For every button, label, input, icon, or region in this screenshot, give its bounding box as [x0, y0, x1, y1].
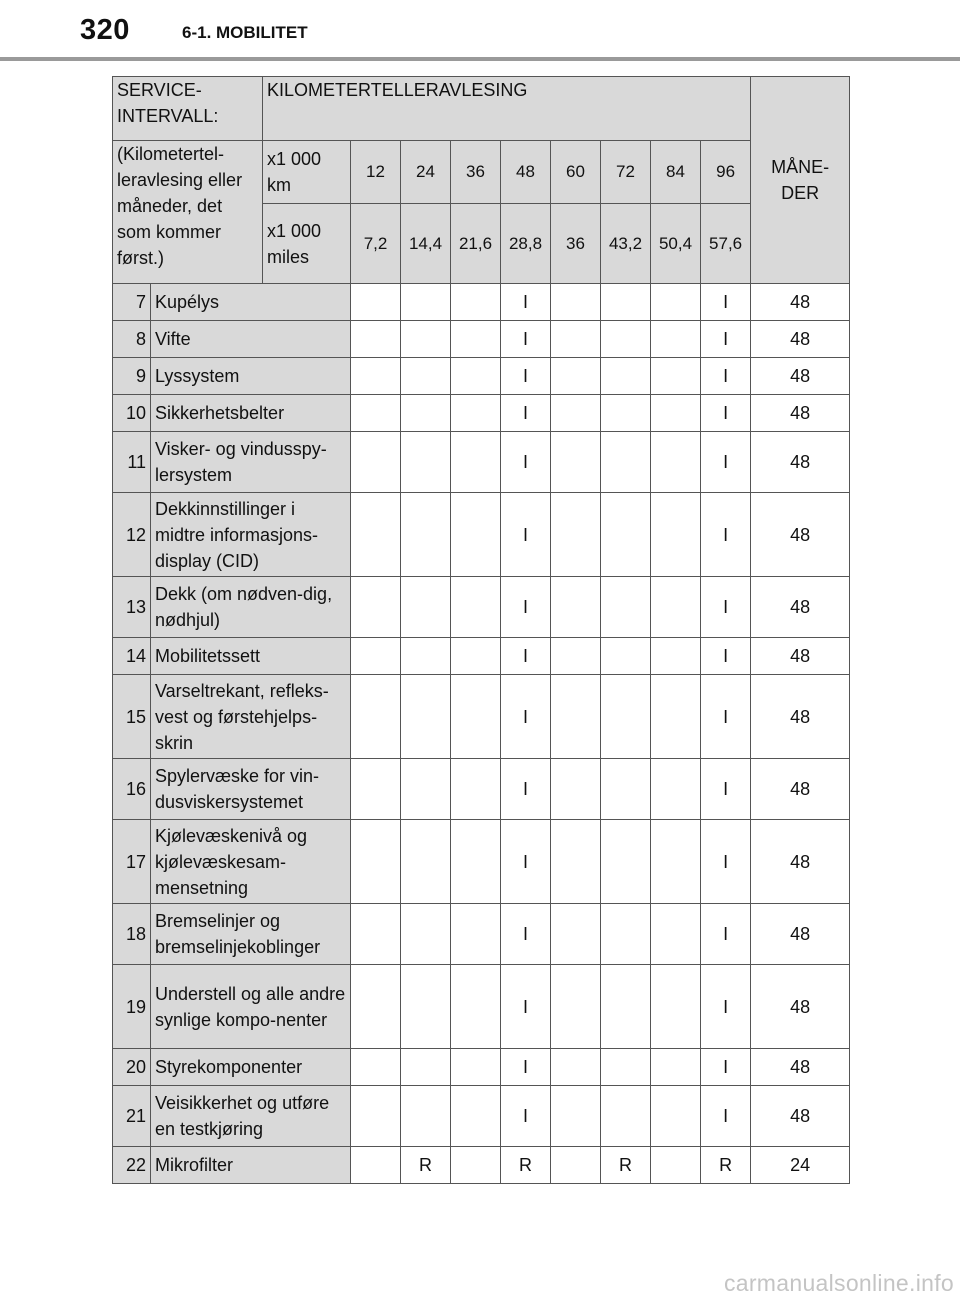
interval-cell [451, 759, 501, 820]
item-name: Bremselinjer og bremselinjekoblinger [151, 904, 351, 965]
item-name: Dekkinnstillinger i midtre informasjons-display (CID) [151, 493, 351, 577]
table-row [113, 820, 850, 904]
km-value: 60 [551, 141, 601, 204]
item-name: Veisikkerhet og utføre en testkjøring [151, 1086, 351, 1147]
interval-cell [601, 321, 651, 358]
interval-cell: I [501, 284, 551, 321]
months-value: 48 [751, 321, 850, 358]
months-value: 48 [751, 965, 850, 1049]
table-row [113, 577, 850, 638]
interval-cell [401, 358, 451, 395]
watermark: carmanualsonline.info [723, 1270, 954, 1296]
interval-cell [601, 759, 651, 820]
interval-cell: R [601, 1147, 651, 1184]
item-number: 8 [113, 321, 151, 358]
interval-cell: I [701, 820, 751, 904]
interval-cell [601, 675, 651, 759]
months-value: 48 [751, 1049, 850, 1086]
interval-cell: I [701, 638, 751, 675]
km-value: 72 [601, 141, 651, 204]
interval-cell [451, 965, 501, 1049]
interval-cell [351, 820, 401, 904]
interval-cell: I [501, 1086, 551, 1147]
interval-cell: I [501, 638, 551, 675]
interval-cell [351, 1086, 401, 1147]
interval-cell [551, 965, 601, 1049]
interval-cell [401, 432, 451, 493]
interval-cell: I [501, 577, 551, 638]
interval-cell [601, 577, 651, 638]
interval-cell [551, 493, 601, 577]
interval-cell [451, 284, 501, 321]
table-row [113, 395, 850, 432]
header-rule [0, 57, 960, 61]
item-name: Sikkerhetsbelter [151, 395, 351, 432]
item-number: 17 [113, 820, 151, 904]
interval-cell [351, 1049, 401, 1086]
km-value: 24 [401, 141, 451, 204]
interval-cell [601, 358, 651, 395]
item-name: Spylervæske for vin-dusviskersystemet [151, 759, 351, 820]
interval-cell: I [701, 284, 751, 321]
months-value: 24 [751, 1147, 850, 1184]
interval-cell [401, 1086, 451, 1147]
item-name: Understell og alle andre synlige kompo-nenter [151, 965, 351, 1049]
interval-cell [651, 638, 701, 675]
interval-cell [401, 820, 451, 904]
interval-cell [651, 965, 701, 1049]
item-name: Varseltrekant, refleks-vest og førstehjelps-skrin [151, 675, 351, 759]
interval-cell [601, 1049, 651, 1086]
interval-cell [351, 321, 401, 358]
item-name: Lyssystem [151, 358, 351, 395]
interval-cell [601, 638, 651, 675]
interval-cell [551, 1147, 601, 1184]
interval-cell [551, 675, 601, 759]
interval-cell [551, 820, 601, 904]
item-number: 18 [113, 904, 151, 965]
item-name: Styrekomponenter [151, 1049, 351, 1086]
item-name: Mobilitetssett [151, 638, 351, 675]
maintenance-schedule-table [112, 76, 850, 1184]
km-value: 48 [501, 141, 551, 204]
interval-cell: I [501, 759, 551, 820]
interval-cell [401, 577, 451, 638]
interval-cell [401, 638, 451, 675]
months-label: MÅNE-DER [751, 77, 850, 284]
page-number: 320 [80, 14, 130, 46]
mile-value: 57,6 [701, 204, 751, 284]
months-value: 48 [751, 284, 850, 321]
interval-cell [651, 820, 701, 904]
interval-cell: I [501, 904, 551, 965]
interval-cell [601, 395, 651, 432]
header-row-1 [113, 77, 850, 141]
mile-value: 28,8 [501, 204, 551, 284]
interval-cell [401, 1049, 451, 1086]
interval-cell [601, 965, 651, 1049]
item-number: 10 [113, 395, 151, 432]
item-name: Dekk (om nødven-dig, nødhjul) [151, 577, 351, 638]
interval-cell: I [501, 321, 551, 358]
item-name: Kupélys [151, 284, 351, 321]
interval-cell [651, 904, 701, 965]
table-row [113, 321, 850, 358]
interval-cell [601, 493, 651, 577]
interval-cell [451, 432, 501, 493]
interval-cell [651, 1049, 701, 1086]
item-name: Mikrofilter [151, 1147, 351, 1184]
months-value: 48 [751, 493, 850, 577]
interval-cell [651, 284, 701, 321]
table-row [113, 358, 850, 395]
item-number: 15 [113, 675, 151, 759]
item-number: 13 [113, 577, 151, 638]
interval-cell [351, 904, 401, 965]
item-name: Kjølevæskenivå og kjølevæskesam-mensetning [151, 820, 351, 904]
table-row [113, 759, 850, 820]
interval-cell [351, 1147, 401, 1184]
interval-cell: I [501, 820, 551, 904]
interval-cell: I [701, 1086, 751, 1147]
interval-cell: I [701, 358, 751, 395]
months-value: 48 [751, 432, 850, 493]
interval-cell: R [401, 1147, 451, 1184]
interval-cell [351, 284, 401, 321]
interval-cell: I [701, 1049, 751, 1086]
table-row [113, 432, 850, 493]
interval-cell [351, 965, 401, 1049]
interval-cell [651, 1147, 701, 1184]
interval-cell [551, 904, 601, 965]
table-row [113, 965, 850, 1049]
months-value: 48 [751, 759, 850, 820]
table-row [113, 675, 850, 759]
interval-cell: I [701, 577, 751, 638]
interval-cell: I [501, 432, 551, 493]
mile-value: 50,4 [651, 204, 701, 284]
interval-cell: I [501, 358, 551, 395]
interval-cell [401, 284, 451, 321]
item-name: Visker- og vindusspy-lersystem [151, 432, 351, 493]
interval-cell [401, 675, 451, 759]
km-value: 96 [701, 141, 751, 204]
item-number: 16 [113, 759, 151, 820]
table-row [113, 284, 850, 321]
interval-cell [451, 358, 501, 395]
interval-cell [651, 358, 701, 395]
km-row [113, 141, 850, 204]
months-value: 48 [751, 638, 850, 675]
months-value: 48 [751, 358, 850, 395]
mile-value: 7,2 [351, 204, 401, 284]
interval-cell [451, 395, 501, 432]
interval-cell: R [501, 1147, 551, 1184]
interval-cell [451, 638, 501, 675]
interval-note: (Kilometertel-leravlesing eller måneder, det som kommer først.) [113, 141, 263, 284]
item-number: 9 [113, 358, 151, 395]
months-value: 48 [751, 675, 850, 759]
interval-cell [601, 1086, 651, 1147]
table-row [113, 904, 850, 965]
interval-cell [451, 577, 501, 638]
interval-cell [401, 904, 451, 965]
interval-cell [551, 638, 601, 675]
interval-cell [551, 1049, 601, 1086]
interval-cell [351, 577, 401, 638]
interval-cell: I [501, 395, 551, 432]
interval-cell [401, 965, 451, 1049]
months-value: 48 [751, 395, 850, 432]
interval-cell [651, 493, 701, 577]
interval-cell [651, 577, 701, 638]
interval-cell [651, 1086, 701, 1147]
page-header [0, 0, 960, 62]
chapter-title: 6-1. MOBILITET [182, 23, 308, 42]
interval-cell [401, 493, 451, 577]
interval-cell [401, 759, 451, 820]
interval-cell [351, 759, 401, 820]
interval-cell [451, 493, 501, 577]
interval-cell: I [701, 432, 751, 493]
table-row [113, 493, 850, 577]
interval-cell [451, 321, 501, 358]
interval-cell [451, 904, 501, 965]
interval-cell [551, 759, 601, 820]
item-name: Vifte [151, 321, 351, 358]
km-value: 84 [651, 141, 701, 204]
table-row [113, 1147, 850, 1184]
schedule-body [113, 77, 850, 1184]
interval-cell [451, 675, 501, 759]
mile-value: 21,6 [451, 204, 501, 284]
interval-cell [601, 284, 651, 321]
interval-cell [551, 395, 601, 432]
interval-cell [601, 820, 651, 904]
item-number: 7 [113, 284, 151, 321]
mile-value: 14,4 [401, 204, 451, 284]
table-row [113, 638, 850, 675]
interval-cell: I [701, 965, 751, 1049]
interval-cell [351, 493, 401, 577]
interval-cell [401, 321, 451, 358]
interval-cell [551, 1086, 601, 1147]
interval-cell [551, 358, 601, 395]
interval-cell [451, 1147, 501, 1184]
interval-cell: I [501, 493, 551, 577]
interval-cell: I [501, 965, 551, 1049]
interval-cell [551, 432, 601, 493]
months-value: 48 [751, 1086, 850, 1147]
km-unit: x1 000 km [263, 141, 351, 204]
interval-cell: I [501, 675, 551, 759]
item-number: 11 [113, 432, 151, 493]
interval-cell: I [501, 1049, 551, 1086]
months-value: 48 [751, 820, 850, 904]
interval-cell [551, 284, 601, 321]
table-row [113, 1086, 850, 1147]
interval-cell [651, 395, 701, 432]
item-number: 19 [113, 965, 151, 1049]
interval-cell [651, 675, 701, 759]
miles-unit: x1 000 miles [263, 204, 351, 284]
months-value: 48 [751, 904, 850, 965]
km-value: 36 [451, 141, 501, 204]
interval-cell [551, 321, 601, 358]
mile-value: 43,2 [601, 204, 651, 284]
interval-cell [351, 395, 401, 432]
interval-cell [451, 1049, 501, 1086]
interval-cell: R [701, 1147, 751, 1184]
interval-cell [451, 820, 501, 904]
interval-cell: I [701, 493, 751, 577]
interval-cell: I [701, 904, 751, 965]
interval-cell [451, 1086, 501, 1147]
service-interval-label: SERVICE-INTERVALL: [113, 77, 263, 141]
interval-cell [351, 675, 401, 759]
item-number: 20 [113, 1049, 151, 1086]
interval-cell [651, 432, 701, 493]
mile-value: 36 [551, 204, 601, 284]
interval-cell: I [701, 759, 751, 820]
interval-cell [351, 358, 401, 395]
interval-cell [601, 432, 651, 493]
interval-cell [351, 432, 401, 493]
interval-cell [551, 577, 601, 638]
interval-cell: I [701, 675, 751, 759]
interval-cell: I [701, 321, 751, 358]
interval-cell: I [701, 395, 751, 432]
item-number: 12 [113, 493, 151, 577]
km-value: 12 [351, 141, 401, 204]
months-value: 48 [751, 577, 850, 638]
interval-cell [601, 904, 651, 965]
item-number: 21 [113, 1086, 151, 1147]
interval-cell [651, 321, 701, 358]
item-number: 22 [113, 1147, 151, 1184]
item-number: 14 [113, 638, 151, 675]
interval-cell [651, 759, 701, 820]
interval-cell [351, 638, 401, 675]
interval-cell [401, 395, 451, 432]
odometer-label: KILOMETERTELLERAVLESING [263, 77, 751, 141]
table-row [113, 1049, 850, 1086]
